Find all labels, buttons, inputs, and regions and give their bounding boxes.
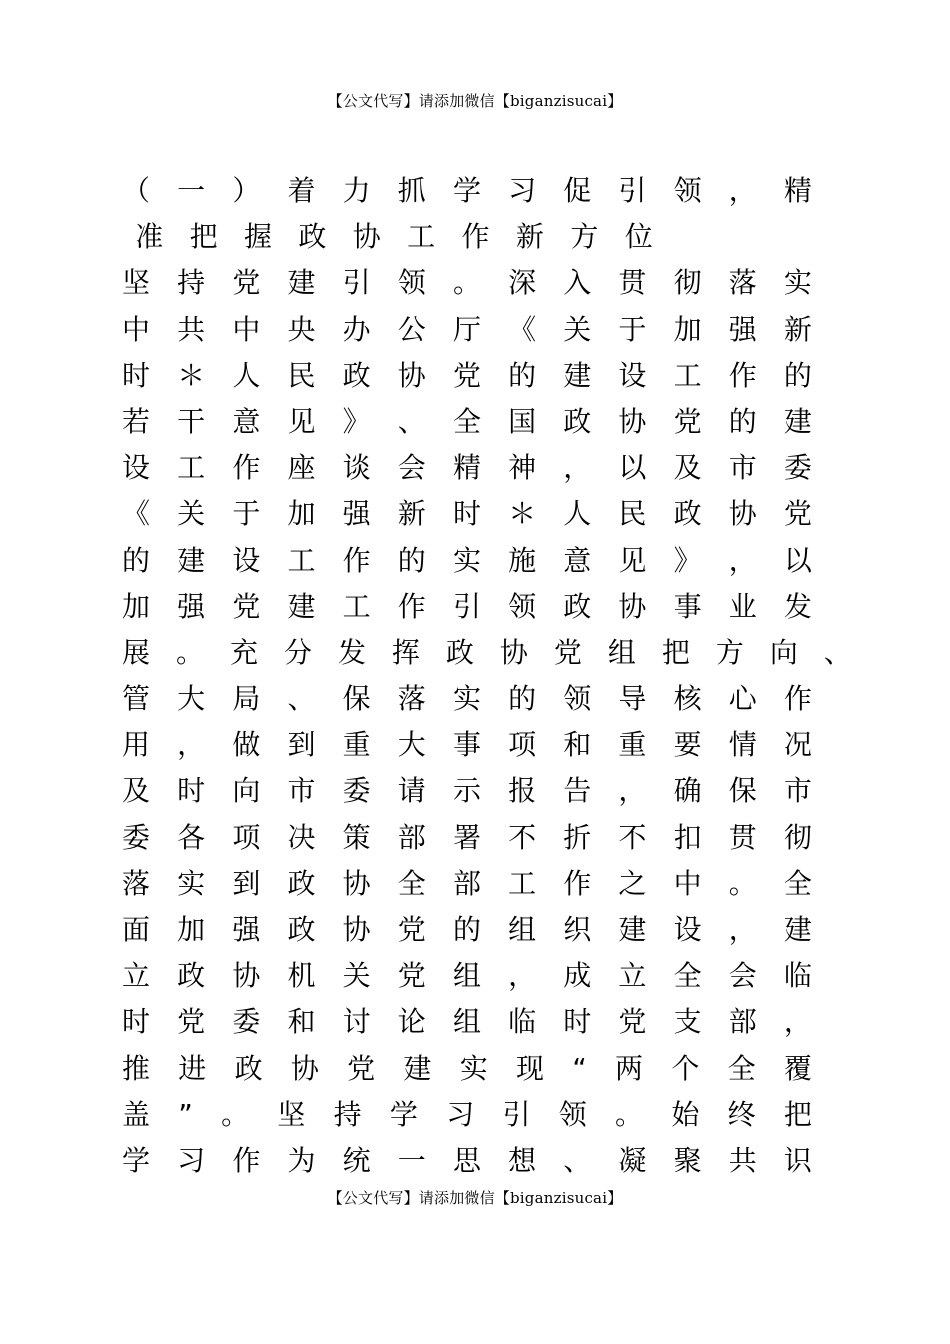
body-line: 用 ， 做 到 重 大 事 项 和 重 要 情 况 [122,728,812,762]
body-line: 管 大 局 、 保 落 实 的 领 导 核 心 作 [122,682,812,716]
body-line: 时 ＊ 人 民 政 协 党 的 建 设 工 作 的 [122,358,812,392]
body-line: 立 政 协 机 关 党 组 ， 成 立 全 会 临 [122,959,812,993]
body-line: 的 建 设 工 作 的 实 施 意 见 》 ， 以 [122,543,812,577]
body-line: 《 关 于 加 强 新 时 ＊ 人 民 政 协 党 [122,497,812,531]
body-line: 落 实 到 政 协 全 部 工 作 之 中 。 全 [122,866,812,900]
body-line: 盖 ” 。 坚 持 学 习 引 领 。 始 终 把 [122,1097,812,1131]
body-line: 准 把 握 政 协 工 作 新 方 位 [135,220,653,254]
body-line: 设 工 作 座 谈 会 精 神 ， 以 及 市 委 [122,451,812,485]
body-line: （ 一 ） 着 力 抓 学 习 促 引 领 ， 精 [122,174,812,207]
body-line: 展 。 充 分 发 挥 政 协 党 组 把 方 向 、 [122,635,852,669]
document-body [122,168,852,1184]
body-line: 委 各 项 决 策 部 署 不 折 不 扣 贯 彻 [122,820,812,854]
body-line: 若 干 意 见 》 、 全 国 政 协 党 的 建 [122,404,812,438]
body-line: 及 时 向 市 委 请 示 报 告 ， 确 保 市 [122,774,812,808]
body-line: 学 习 作 为 统 一 思 想 、 凝 聚 共 识 [122,1143,812,1177]
page-footer: 【公文代写】请添加微信【biganzisucai】 [327,1189,623,1207]
body-line: 坚 持 党 建 引 领 。 深 入 贯 彻 落 实 [122,266,812,300]
page-header: 【公文代写】请添加微信【biganzisucai】 [327,92,623,110]
body-line: 推 进 政 协 党 建 实 现 “ 两 个 全 覆 [122,1051,812,1085]
body-line: 中 共 中 央 办 公 厅 《 关 于 加 强 新 [122,312,812,346]
body-line: 加 强 党 建 工 作 引 领 政 协 事 业 发 [122,589,812,623]
body-line: 面 加 强 政 协 党 的 组 织 建 设 ， 建 [122,913,812,946]
body-line: 时 党 委 和 讨 论 组 临 时 党 支 部 ， [122,1005,812,1039]
